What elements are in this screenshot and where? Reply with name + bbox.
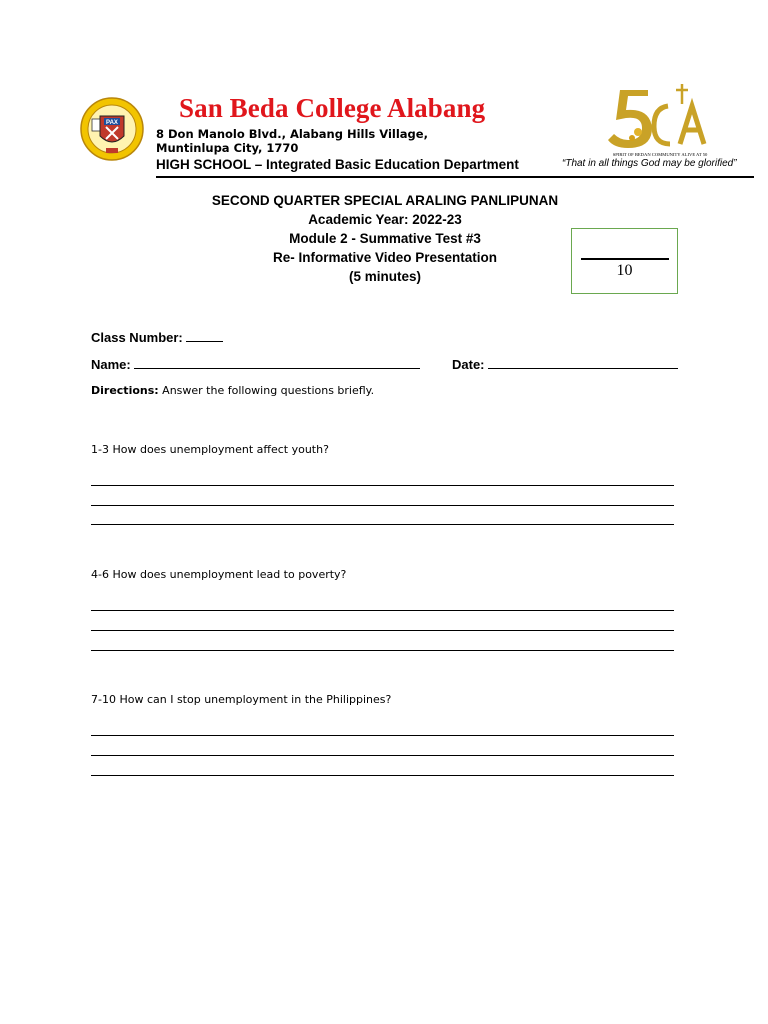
answer-line[interactable] [91,524,674,525]
header-divider [156,176,754,178]
class-number-label: Class Number: [91,330,183,345]
test-title-block [150,191,620,286]
motto: “That in all things God may be glorified” [562,158,737,169]
directions [91,384,374,397]
title-line-academic-year: Academic Year: 2022-23 [308,212,462,227]
class-number-blank[interactable] [186,329,223,342]
answer-line[interactable] [91,775,674,776]
date-field [452,356,678,372]
school-name: San Beda College Alabang [179,93,486,123]
title-line-duration: (5 minutes) [348,269,421,284]
address-line-2: Muntinlupa City, 1770 [156,141,299,155]
name-field [91,356,420,372]
answer-line[interactable] [91,755,674,756]
answer-line[interactable] [91,505,674,506]
answer-line[interactable] [91,735,674,736]
question-1: 1-3 How does unemployment affect youth? [91,443,329,456]
anniversary-logo-caption: SPIRIT OF BEDAN COMMUNITY ALIVE AT 50 [612,152,708,157]
answer-line[interactable] [91,650,674,651]
answer-line[interactable] [91,485,674,486]
address-line-1: 8 Don Manolo Blvd., Alabang Hills Village, [156,127,428,141]
directions-text: Answer the following questions briefly. [158,384,375,397]
score-box [571,228,678,294]
name-blank[interactable] [134,356,420,369]
seal-pax-text: PAX [106,120,118,126]
directions-label: Directions: [91,384,159,397]
question-2: 4-6 How does unemployment lead to poverty? [91,568,347,581]
title-line-quarter: SECOND QUARTER SPECIAL ARALING PANLIPUNAN [211,193,559,208]
score-total: 10 [616,262,633,279]
class-number-field [91,329,223,345]
title-line-presentation: Re- Informative Video Presentation [272,250,498,265]
department-label: HIGH SCHOOL – Integrated Basic Education Department [156,157,519,172]
anniversary-logo [598,82,718,158]
title-line-module: Module 2 - Summative Test #3 [289,231,481,246]
name-label: Name: [91,357,131,372]
score-blank-line[interactable] [581,258,669,260]
date-blank[interactable] [488,356,678,369]
date-label: Date: [452,357,485,372]
school-seal-logo [80,96,144,162]
answer-line[interactable] [91,610,674,611]
answer-line[interactable] [91,630,674,631]
question-3: 7-10 How can I stop unemployment in the Philippines? [91,693,392,706]
